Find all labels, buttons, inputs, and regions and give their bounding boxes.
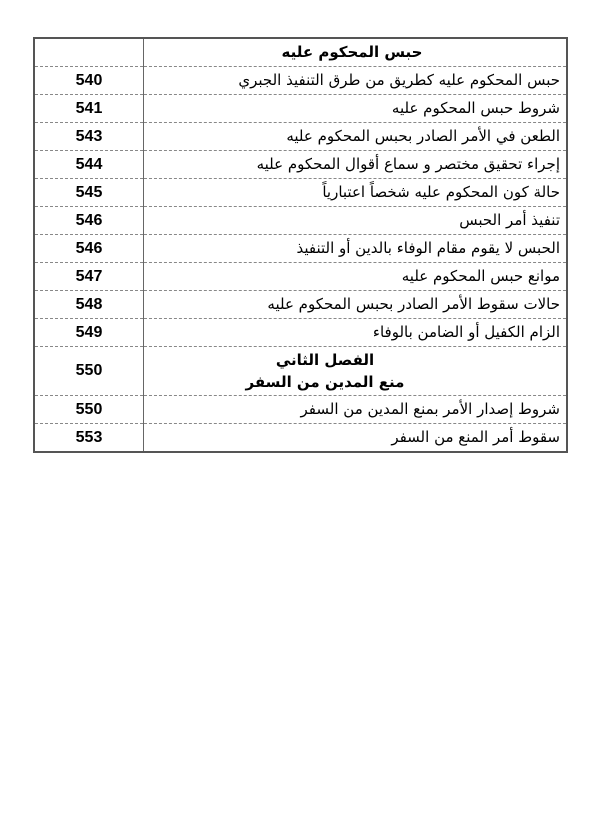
page-number: 543: [34, 123, 144, 151]
chapter-title: [144, 347, 568, 396]
page-number: 547: [34, 263, 144, 291]
entry-title: الطعن في الأمر الصادر بحبس المحكوم عليه: [144, 123, 568, 151]
page-number: 548: [34, 291, 144, 319]
table-row: [34, 424, 567, 453]
page-number: 544: [34, 151, 144, 179]
table-row: [34, 235, 567, 263]
entry-title: سقوط أمر المنع من السفر: [144, 424, 568, 453]
chapter-name: منع المدين من السفر: [245, 373, 405, 391]
page-number: 546: [34, 207, 144, 235]
page-number: 546: [34, 235, 144, 263]
entry-title: الزام الكفيل أو الضامن بالوفاء: [144, 319, 568, 347]
entry-title: حبس المحكوم عليه كطريق من طرق التنفيذ الجبري: [144, 67, 568, 95]
page-number: 540: [34, 67, 144, 95]
chapter-number: الفصل الثاني: [275, 351, 375, 369]
table-row: [34, 207, 567, 235]
page-number: 545: [34, 179, 144, 207]
entry-title: تنفيذ أمر الحبس: [144, 207, 568, 235]
entry-title: إجراء تحقيق مختصر و سماع أقوال المحكوم عليه: [144, 151, 568, 179]
entry-title: شروط إصدار الأمر بمنع المدين من السفر: [144, 396, 568, 424]
entry-title: حالة كون المحكوم عليه شخصاً اعتبارياً: [144, 179, 568, 207]
entry-title: الحبس لا يقوم مقام الوفاء بالدين أو التنفيذ: [144, 235, 568, 263]
table-row: [34, 291, 567, 319]
page-number: 553: [34, 424, 144, 453]
page-number: 550: [34, 396, 144, 424]
page-number: 549: [34, 319, 144, 347]
section-header-row: [34, 38, 567, 67]
table-row: [34, 396, 567, 424]
chapter-row: [34, 347, 567, 396]
table-of-contents: [33, 37, 568, 453]
table-row: [34, 95, 567, 123]
table-row: [34, 319, 567, 347]
table-row: [34, 179, 567, 207]
entry-title: حالات سقوط الأمر الصادر بحبس المحكوم عليه: [144, 291, 568, 319]
entry-title: موانع حبس المحكوم عليه: [144, 263, 568, 291]
entry-title: شروط حبس المحكوم عليه: [144, 95, 568, 123]
page-number: 550: [34, 347, 144, 396]
page-number: [34, 38, 144, 67]
page-number: 541: [34, 95, 144, 123]
table-row: [34, 263, 567, 291]
section-title: حبس المحكوم عليه: [144, 38, 568, 67]
table-row: [34, 151, 567, 179]
table-row: [34, 67, 567, 95]
table-row: [34, 123, 567, 151]
